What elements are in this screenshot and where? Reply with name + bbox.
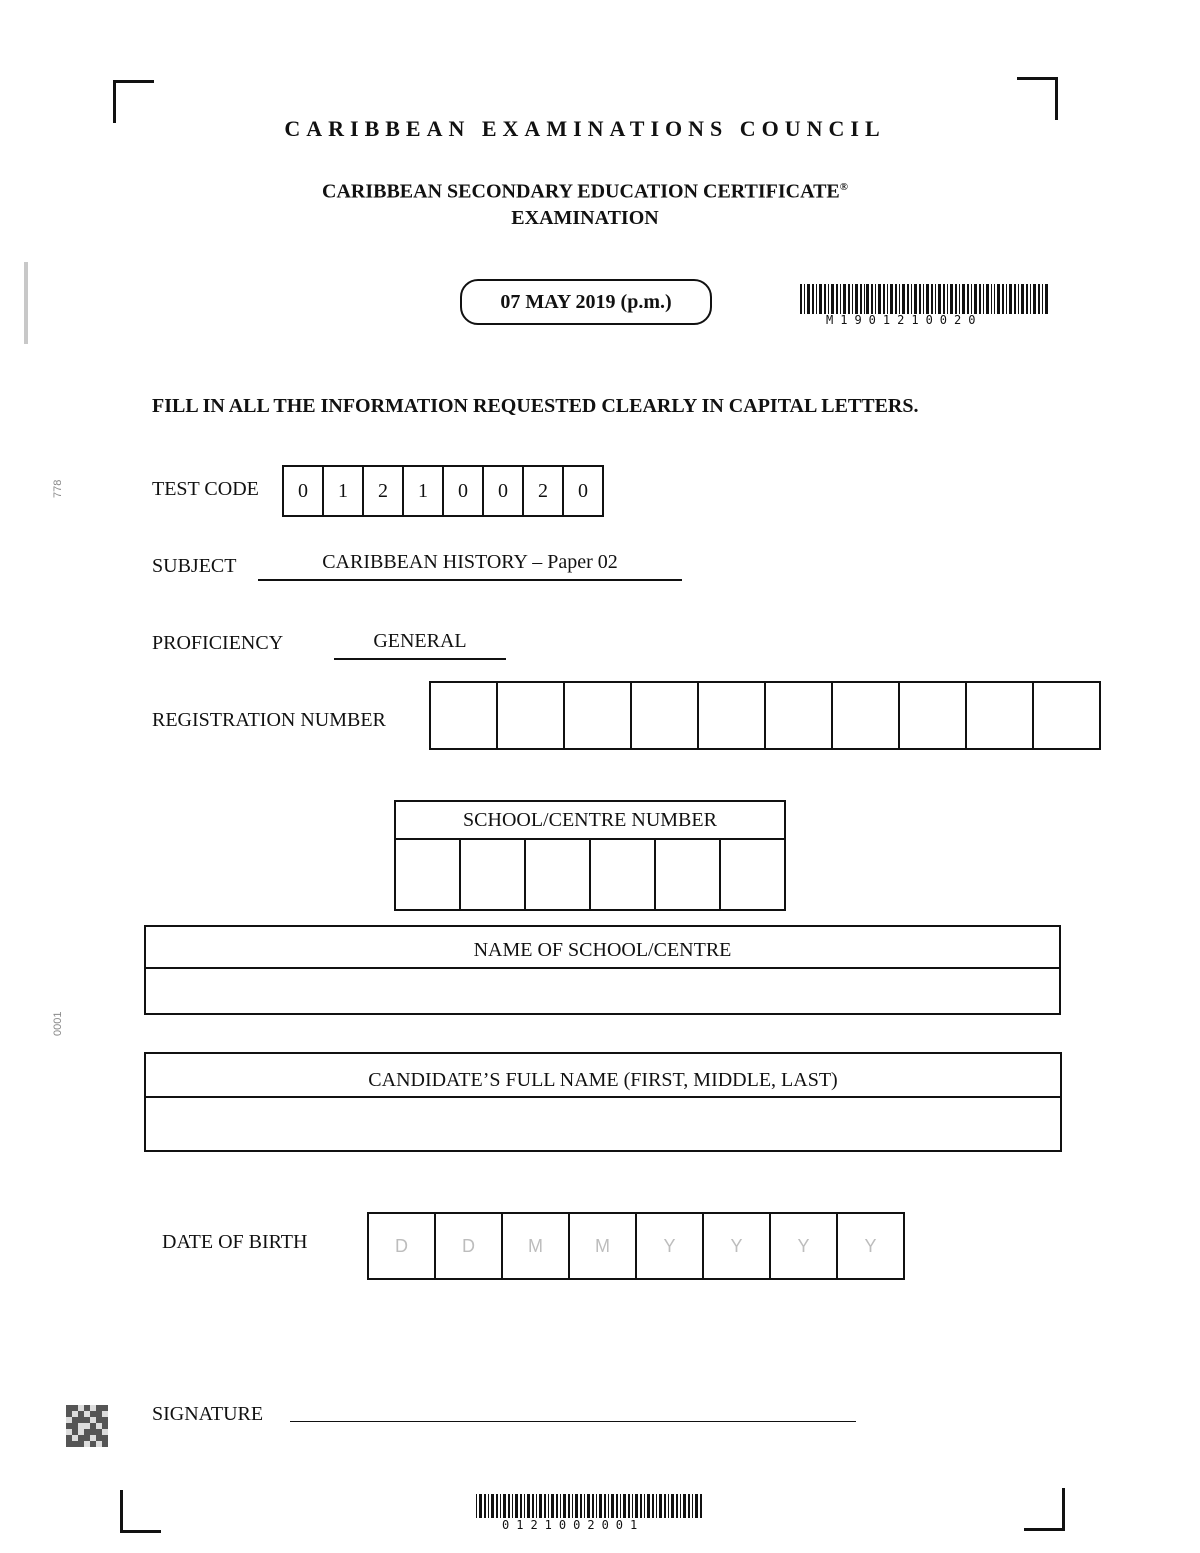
barcode-bar xyxy=(816,284,817,314)
certificate-title xyxy=(0,174,1170,231)
barcode-bar xyxy=(907,284,909,314)
barcode-bar xyxy=(476,1494,477,1518)
barcode-bar xyxy=(974,284,977,314)
barcode-bar xyxy=(608,1494,609,1518)
barcode-bar xyxy=(652,1494,654,1518)
barcode-bottom-text: 0121002001 xyxy=(502,1518,645,1532)
registration-digit-box[interactable] xyxy=(498,683,565,748)
barcode-bar xyxy=(620,1494,621,1518)
signature-label: SIGNATURE xyxy=(152,1403,264,1425)
barcode-bar xyxy=(959,284,960,314)
barcode-bar xyxy=(919,284,921,314)
barcode-bar xyxy=(532,1494,534,1518)
barcode-bar xyxy=(592,1494,594,1518)
barcode-bar xyxy=(520,1494,522,1518)
date-of-birth-digit-box[interactable]: Y xyxy=(637,1214,704,1278)
registration-digit-box[interactable] xyxy=(699,683,766,748)
school-centre-digit-box[interactable] xyxy=(461,840,526,909)
school-name-box xyxy=(144,925,1061,1015)
barcode-top-text: M1901210020 xyxy=(826,313,983,327)
registration-digit-box[interactable] xyxy=(833,683,900,748)
barcode-bar xyxy=(994,284,995,314)
instructions: FILL IN ALL THE INFORMATION REQUESTED CLEARLY IN CAPITAL LETTERS. xyxy=(152,395,919,417)
subject-label: SUBJECT xyxy=(152,555,237,577)
barcode-bar xyxy=(979,284,981,314)
barcode-bar xyxy=(580,1494,582,1518)
barcode-bar xyxy=(560,1494,561,1518)
barcode-bar xyxy=(500,1494,501,1518)
certificate-line-2: EXAMINATION xyxy=(511,206,659,229)
barcode-bar xyxy=(484,1494,486,1518)
barcode-bar xyxy=(1021,284,1024,314)
barcode-bar xyxy=(1038,284,1040,314)
barcode-bar xyxy=(692,1494,693,1518)
barcode-bar xyxy=(878,284,881,314)
school-centre-digit-box[interactable] xyxy=(591,840,656,909)
barcode-bar xyxy=(539,1494,542,1518)
date-of-birth-digit-box[interactable]: M xyxy=(570,1214,637,1278)
test-code-digit: 1 xyxy=(324,467,364,515)
signature-line[interactable] xyxy=(290,1421,856,1422)
barcode-bar xyxy=(676,1494,678,1518)
barcode-bar xyxy=(668,1494,669,1518)
corner-mark-top-right xyxy=(1017,77,1058,120)
barcode-bar xyxy=(1033,284,1036,314)
school-name-input[interactable] xyxy=(146,969,1059,1013)
barcode-bar xyxy=(656,1494,657,1518)
candidate-name-input[interactable] xyxy=(146,1098,1060,1150)
barcode-bar xyxy=(923,284,924,314)
proficiency-label: PROFICIENCY xyxy=(152,632,284,654)
test-code-digit: 2 xyxy=(524,467,564,515)
barcode-bar xyxy=(635,1494,638,1518)
barcode-bar xyxy=(935,284,936,314)
barcode-bar xyxy=(871,284,873,314)
candidate-name-label: CANDIDATE’S FULL NAME (FIRST, MIDDLE, LAST) xyxy=(146,1054,1060,1098)
barcode-bar xyxy=(568,1494,570,1518)
test-code-digit: 1 xyxy=(404,467,444,515)
barcode-bar xyxy=(611,1494,614,1518)
school-centre-digit-box[interactable] xyxy=(721,840,784,909)
barcode-bar xyxy=(563,1494,566,1518)
barcode-bar xyxy=(1030,284,1031,314)
barcode-bar xyxy=(983,284,984,314)
barcode-bar xyxy=(527,1494,530,1518)
barcode-bar xyxy=(1006,284,1007,314)
exam-date-box: 07 MAY 2019 (p.m.) xyxy=(460,279,712,325)
date-of-birth-digit-box[interactable]: Y xyxy=(704,1214,771,1278)
barcode-bar xyxy=(640,1494,642,1518)
barcode-bar xyxy=(647,1494,650,1518)
barcode-bar xyxy=(875,284,876,314)
barcode-bar xyxy=(938,284,941,314)
qr-module xyxy=(102,1441,108,1447)
date-of-birth-digit-box[interactable]: M xyxy=(503,1214,570,1278)
corner-mark-bottom-right xyxy=(1024,1488,1065,1531)
barcode-bar xyxy=(587,1494,590,1518)
barcode-bar xyxy=(680,1494,681,1518)
council-title: CARIBBEAN EXAMINATIONS COUNCIL xyxy=(284,116,886,141)
barcode-bar xyxy=(860,284,862,314)
barcode-bar xyxy=(659,1494,662,1518)
barcode-bar xyxy=(695,1494,698,1518)
test-code-digit: 0 xyxy=(578,480,588,502)
barcode-bar xyxy=(688,1494,690,1518)
school-centre-digit-box[interactable] xyxy=(526,840,591,909)
barcode-bar xyxy=(864,284,865,314)
barcode-bar xyxy=(616,1494,618,1518)
registration-number-label: REGISTRATION NUMBER xyxy=(152,709,386,731)
barcode-bar xyxy=(1002,284,1004,314)
certificate-line-1: CARIBBEAN SECONDARY EDUCATION CERTIFICATE xyxy=(322,180,840,203)
barcode-bar xyxy=(496,1494,498,1518)
barcode-bar xyxy=(911,284,912,314)
barcode-bar xyxy=(671,1494,674,1518)
barcode-bar xyxy=(512,1494,513,1518)
registration-digit-box[interactable] xyxy=(632,683,699,748)
barcode-bar xyxy=(828,284,829,314)
barcode-bar xyxy=(556,1494,558,1518)
candidate-name-box xyxy=(144,1052,1062,1152)
barcode-bar xyxy=(866,284,869,314)
date-of-birth-label: DATE OF BIRTH xyxy=(162,1231,308,1253)
barcode-bar xyxy=(852,284,853,314)
barcode-bar xyxy=(524,1494,525,1518)
barcode-bar xyxy=(1018,284,1019,314)
barcode-bar xyxy=(899,284,900,314)
barcode-bar xyxy=(991,284,993,314)
barcode-bar xyxy=(596,1494,597,1518)
barcode-bar xyxy=(551,1494,554,1518)
barcode-bar xyxy=(683,1494,686,1518)
barcode-bar xyxy=(997,284,1000,314)
registration-digit-box[interactable] xyxy=(565,683,632,748)
barcode-bar xyxy=(986,284,989,314)
barcode-bar xyxy=(955,284,957,314)
test-code-digit: 2 xyxy=(364,467,404,515)
barcode-bar xyxy=(572,1494,573,1518)
registered-mark: ® xyxy=(839,181,848,193)
barcode-bar xyxy=(812,284,814,314)
school-centre-number-box xyxy=(394,800,786,911)
barcode-bar xyxy=(950,284,953,314)
test-code-label: TEST CODE xyxy=(152,478,259,500)
barcode-bar xyxy=(575,1494,578,1518)
school-centre-number-cells[interactable] xyxy=(396,840,784,909)
registration-digit-box[interactable] xyxy=(967,683,1034,748)
registration-number-boxes[interactable] xyxy=(429,681,1101,750)
barcode-bar xyxy=(544,1494,546,1518)
barcode-bar xyxy=(1026,284,1028,314)
barcode-bar xyxy=(644,1494,645,1518)
barcode-bar xyxy=(800,284,802,314)
test-code-boxes xyxy=(282,465,604,517)
barcode-bar xyxy=(943,284,945,314)
barcode-bar xyxy=(488,1494,489,1518)
barcode-bar xyxy=(479,1494,482,1518)
school-centre-number-label: SCHOOL/CENTRE NUMBER xyxy=(396,802,784,840)
corner-mark-bottom-left xyxy=(120,1490,161,1533)
margin-mark-top: 778 xyxy=(52,479,64,498)
barcode-bar xyxy=(1042,284,1043,314)
date-of-birth-boxes[interactable] xyxy=(367,1212,905,1280)
qr-code xyxy=(66,1405,108,1447)
margin-mark-mid: 0001 xyxy=(52,1011,64,1036)
barcode-bar xyxy=(931,284,933,314)
barcode-bar xyxy=(604,1494,606,1518)
barcode-bar xyxy=(804,284,805,314)
registration-digit-box[interactable] xyxy=(1034,683,1099,748)
barcode-bar xyxy=(883,284,885,314)
barcode-bar xyxy=(584,1494,585,1518)
date-of-birth-digit-box[interactable]: Y xyxy=(771,1214,838,1278)
school-name-label: NAME OF SCHOOL/CENTRE xyxy=(146,927,1059,969)
barcode-bar xyxy=(508,1494,510,1518)
barcode-bar xyxy=(536,1494,537,1518)
barcode-bar xyxy=(967,284,969,314)
barcode-bar xyxy=(819,284,822,314)
barcode-bar xyxy=(824,284,826,314)
barcode-bar xyxy=(840,284,841,314)
barcode-bar xyxy=(1014,284,1016,314)
barcode-bar xyxy=(836,284,838,314)
barcode-top xyxy=(800,284,1050,314)
barcode-bar xyxy=(807,284,810,314)
registration-digit-box[interactable] xyxy=(431,683,498,748)
barcode-bar xyxy=(947,284,948,314)
barcode-bottom xyxy=(476,1494,704,1518)
barcode-bar xyxy=(831,284,834,314)
registration-digit-box[interactable] xyxy=(900,683,967,748)
barcode-bar xyxy=(887,284,888,314)
test-code-digit: 0 xyxy=(444,467,484,515)
date-of-birth-digit-box[interactable]: Y xyxy=(864,1236,877,1256)
barcode-bar xyxy=(848,284,850,314)
test-code-digit: 0 xyxy=(284,467,324,515)
barcode-bar xyxy=(926,284,929,314)
barcode-bar xyxy=(1009,284,1012,314)
barcode-bar xyxy=(1045,284,1048,314)
barcode-bar xyxy=(515,1494,518,1518)
school-centre-digit-box[interactable] xyxy=(656,840,721,909)
barcode-bar xyxy=(895,284,897,314)
school-centre-digit-box[interactable] xyxy=(396,840,461,909)
barcode-bar xyxy=(890,284,893,314)
date-of-birth-digit-box[interactable]: D xyxy=(369,1214,436,1278)
subject-field: CARIBBEAN HISTORY – Paper 02 xyxy=(258,551,682,581)
barcode-bar xyxy=(902,284,905,314)
test-code-digit: 0 xyxy=(484,467,524,515)
barcode-bar xyxy=(623,1494,626,1518)
barcode-bar xyxy=(664,1494,666,1518)
barcode-bar xyxy=(503,1494,506,1518)
barcode-bar xyxy=(628,1494,630,1518)
barcode-bar xyxy=(491,1494,494,1518)
barcode-bar xyxy=(855,284,858,314)
barcode-bar xyxy=(632,1494,633,1518)
barcode-bar xyxy=(700,1494,702,1518)
date-of-birth-digit-box[interactable]: D xyxy=(436,1214,503,1278)
barcode-bar xyxy=(599,1494,602,1518)
barcode-bar xyxy=(971,284,972,314)
barcode-bar xyxy=(843,284,846,314)
proficiency-field: GENERAL xyxy=(334,630,506,660)
barcode-bar xyxy=(548,1494,549,1518)
barcode-bar xyxy=(962,284,965,314)
barcode-bar xyxy=(914,284,917,314)
registration-digit-box[interactable] xyxy=(766,683,833,748)
scan-edge-strip xyxy=(24,262,28,344)
